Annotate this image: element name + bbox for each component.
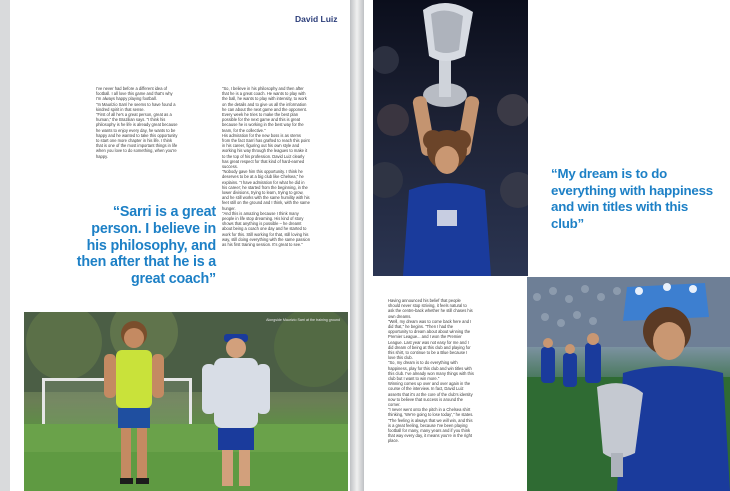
paragraph: "First of all he's a great person, great as a human," the Brazilian says. "I think his philosophy is he life is already great because he wants to enjoy every day, he wants to be happy and he wanted to take this opportunity to start one more chapter in his life. I think that is one of the most important things in life when you love to do something, when you're happy. [96, 112, 178, 159]
pull-quote-left: “Sarri is a great person. I believe in his philosophy, and then after that he is a great coach” [76, 204, 216, 288]
paragraph: His admiration for the new boss is as stems from the fact Sarri has grafted to reach this point in his career, figuring out his own style and working his way through the leagues to make it to the top of his profession. David Luiz clearly has great respect for that kind of hard-earned success. [222, 132, 310, 170]
paragraph: "In Maurizio Sarri he seems to have found a kindred spirit in that sense. [96, 101, 176, 112]
paragraph: "The feeling is always that we will win, and this is a great feeling, because I've been playing football for many, many years and if you think that way every day, it means you're in the right place. [388, 417, 473, 444]
paragraph: "So, I believe in his philosophy and then after that he is a great coach. He wants to play with the ball, he wants to play with intensity, to work on the details and to give us all the information he can about the next game and the opponent. Every week he tries to make the best plan possible for the next game and this is great because he is working in the best way for the team, for the collective." [222, 86, 307, 133]
paragraph: "Nobody gave him this opportunity. I think he deserves to be at a big club like Chelsea," he explains. "I have admiration for what he did in his career; he started from the beginning, in the lower divisions, trying to learn, trying to grow, and he still works with the same humility with his feet still on the ground and I think, with the same hunger. [222, 169, 310, 211]
pull-quote-right: “My dream is to do everything with happiness and win titles with this club” [551, 166, 713, 231]
photo-caption: Alongside Maurizio Sarri at the training ground [266, 318, 340, 322]
article-column-3 [388, 298, 474, 444]
paragraph: "And this is amazing because I think many people in life stop dreaming. His kind of story shows that anything is possible – he dreamt about being a coach one day and he started to work for this. Still working for that, still loving his way, still doing everything with the same passion as his first training session. It's great to see." [222, 210, 310, 248]
article-column-1 [96, 86, 178, 159]
trophy-scene [373, 0, 528, 276]
article-column-2 [222, 86, 310, 247]
paragraph: "Well, my dream was to come back here and I did that," he begins. "Then I had the opportunity to dream about about winning the Premier League... and I won the Premier League. Last year was not easy for me and I did dream of being at this club and playing for this shirt, to continue to be a Blue because I love this club. [388, 318, 472, 361]
training-photo [24, 312, 348, 491]
running-header: David Luiz [295, 14, 338, 24]
page-gutter [350, 0, 364, 491]
celebration-photo [527, 277, 730, 491]
trophy-icon [423, 3, 473, 107]
paragraph: I've never had before a different idea of football. I all love this game and that's why I'm always happy playing football. [96, 86, 173, 102]
celebration-scene [527, 277, 730, 491]
paragraph: "I never went onto the pitch in a Chelsea shirt thinking, 'We're going to lose today'," he states. [388, 407, 474, 418]
trophy-photo [373, 0, 528, 276]
training-scene [24, 312, 348, 491]
paragraph: Winning comes up over and over again in the course of the interview. In fact, David Luiz asserts that it's at the core of the club's identity now to believe that success is around the corner. [388, 381, 473, 408]
paragraph: "So, my dream is to do everything with happiness, play for this club and win titles with this club. I've already won many things with this club but I want to win more." [388, 360, 474, 382]
paragraph: Having announced his belief that people should never stop striving, it feels natural to ask the centre-back whether he still chases his own dreams. [388, 298, 473, 319]
